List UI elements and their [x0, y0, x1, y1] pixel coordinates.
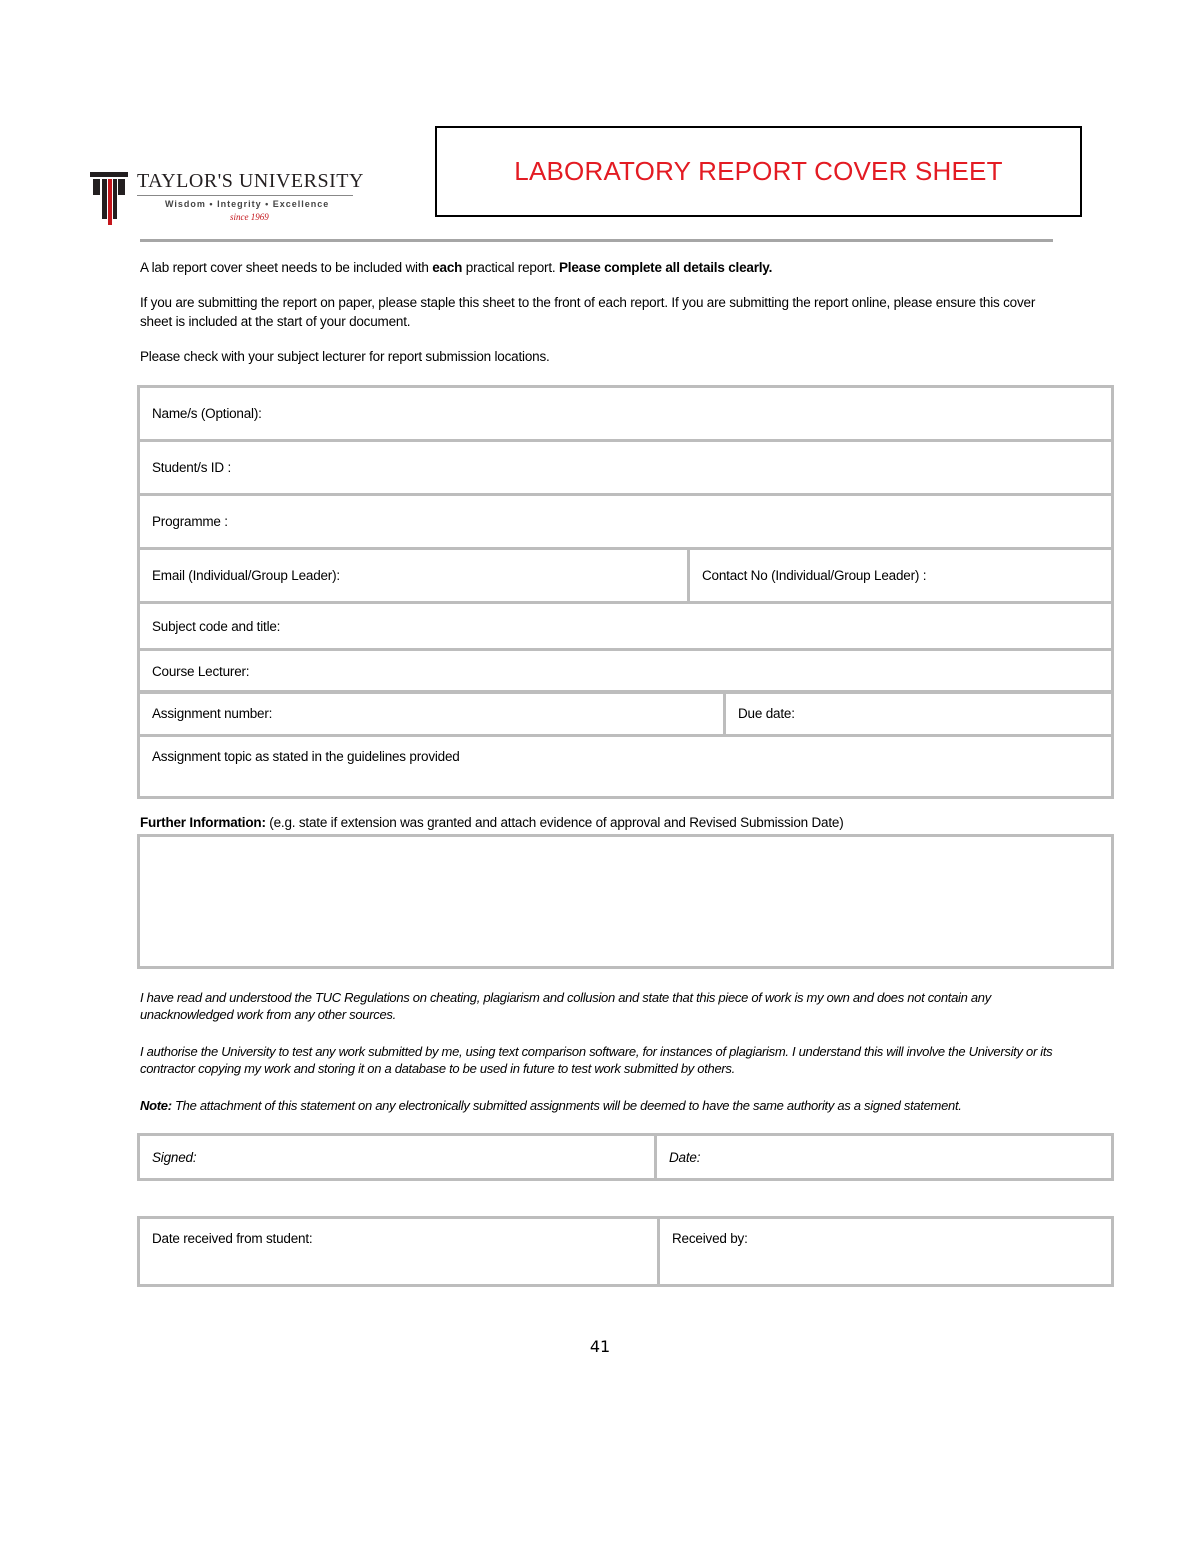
lecturer-label: Course Lecturer:	[152, 663, 250, 679]
received-by-field[interactable]	[659, 1218, 1113, 1286]
names-field[interactable]	[139, 387, 1113, 441]
details-form	[137, 385, 1114, 694]
logo-divider	[137, 195, 353, 196]
signature-date-label: Date:	[669, 1149, 701, 1165]
further-info-heading	[140, 815, 844, 830]
student-id-field[interactable]	[139, 441, 1113, 495]
page-title: LABORATORY REPORT COVER SHEET	[435, 126, 1082, 217]
email-label: Email (Individual/Group Leader):	[152, 568, 340, 583]
programme-field[interactable]	[139, 495, 1113, 549]
assignment-number-field[interactable]	[139, 692, 725, 736]
intro-paragraph-1	[140, 258, 1065, 277]
declaration-note	[140, 1097, 1065, 1114]
date-received-label: Date received from student:	[152, 1231, 313, 1246]
note-label: Note:	[140, 1098, 172, 1113]
assignment-topic-label: Assignment topic as stated in the guidelines provided	[152, 749, 460, 764]
header-divider	[140, 239, 1053, 242]
intro-bold-each: each	[432, 260, 463, 275]
further-info-box[interactable]	[137, 834, 1114, 969]
declaration-paragraph-1: I have read and understood the TUC Regulations on cheating, plagiarism and collusion and state that this piece of work is my own and does not contain any unacknowledged work from any other sources.	[140, 990, 991, 1022]
further-info-label: Further Information:	[140, 815, 266, 830]
contact-field[interactable]	[689, 549, 1113, 603]
received-by-label: Received by:	[672, 1231, 748, 1246]
date-received-field[interactable]	[139, 1218, 659, 1286]
intro-text-mid: practical report.	[462, 260, 559, 275]
signature-table	[137, 1133, 1114, 1181]
intro-text: A lab report cover sheet needs to be included with	[140, 260, 433, 275]
subject-label: Subject code and title:	[152, 618, 281, 634]
email-field[interactable]	[139, 549, 689, 603]
logo-since: since 1969	[230, 212, 269, 222]
intro-bold-instruction: Please complete all details clearly.	[558, 260, 773, 275]
intro-paragraph-3: Please check with your subject lecturer for report submission locations.	[140, 349, 550, 364]
logo-motto: Wisdom • Integrity • Excellence	[165, 199, 330, 209]
intro-paragraph-2: If you are submitting the report on paper, please staple this sheet to the front of each report. If you are submitting the report online, please ensure this cover sheet is included at the start of your document.	[140, 295, 1036, 329]
signed-field[interactable]	[139, 1135, 656, 1180]
student-id-label: Student/s ID :	[152, 460, 231, 475]
assignment-topic-field[interactable]	[139, 736, 1113, 798]
office-use-table	[137, 1216, 1114, 1287]
signed-label: Signed:	[152, 1149, 197, 1165]
names-label: Name/s (Optional):	[152, 406, 262, 421]
signature-date-field[interactable]	[656, 1135, 1113, 1180]
note-text: The attachment of this statement on any electronically submitted assignments will be deemed to have the same authority as a signed statement.	[171, 1098, 962, 1113]
declaration-paragraph-2: I authorise the University to test any work submitted by me, using text comparison software, for instances of plagiarism. I understand this will involve the University or its contractor copying my work and storing it on a database to be used in future to test work submitted by others.	[140, 1044, 1053, 1076]
due-date-label: Due date:	[738, 706, 795, 721]
programme-label: Programme :	[152, 514, 228, 529]
further-info-text: (e.g. state if extension was granted and attach evidence of approval and Revised Submission Date)	[265, 815, 844, 830]
due-date-field[interactable]	[725, 692, 1113, 736]
shield-logo-icon	[90, 168, 140, 226]
page-number: 41	[589, 1337, 611, 1356]
assignment-form	[137, 690, 1114, 799]
subject-field[interactable]	[139, 603, 1113, 650]
lecturer-field[interactable]	[139, 650, 1113, 693]
logo-name: TAYLOR'S UNIVERSITY	[137, 170, 364, 192]
contact-label: Contact No (Individual/Group Leader) :	[702, 568, 927, 583]
assignment-number-label: Assignment number:	[152, 706, 273, 721]
